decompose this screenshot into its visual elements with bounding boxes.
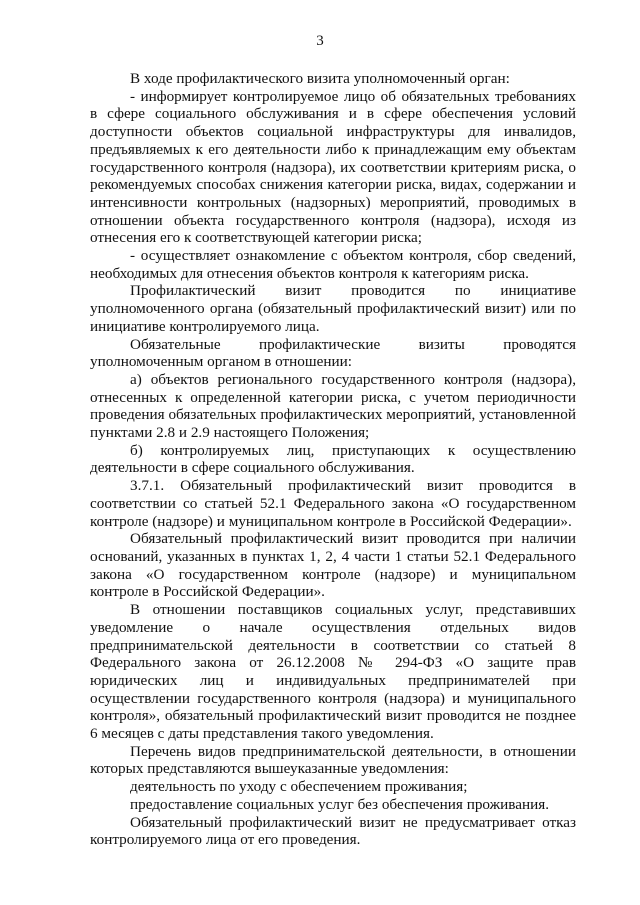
- paragraph-3-7-1: 3.7.1. Обязательный профилактический визит проводится в соответствии со статьей 52.1 Федерального закона «О государственном контроле (надзоре) и муниципальном контроле в Российской Федерации».: [90, 477, 576, 530]
- paragraph-item-b: б) контролируемых лиц, приступающих к осуществлению деятельности в сфере социального обслуживания.: [90, 441, 576, 477]
- paragraph-activity-services: предоставление социальных услуг без обеспечения проживания.: [130, 795, 550, 813]
- paragraph-informs: - информирует контролируемое лицо об обязательных требованиях в сфере социального обслуживания и в сфере обеспечения условий доступности объектов социальной инфраструктуры для инвалидов, предъявляемых к его деятельности либо к принадлежащим ему объектам государственного контроля (надзора), их соответствии критериям риска, о рекомендуемых способах снижения категории риска, видах, содержании и интенсивности контрольных (надзорных) мероприятий, проводимых в отношении объекта государственного контроля (надзора), исходя из отнесения его к соответствующей категории риска;: [90, 87, 576, 247]
- paragraph-activity-care: деятельность по уходу с обеспечением проживания;: [130, 778, 468, 796]
- paragraph-item-a: а) объектов регионального государственного контроля (надзора), отнесенных к определенной категории риска, с учетом периодичности проведения обязательных профилактических мероприятий, установленной пунктами 2.8 и 2.9 настоящего Положения;: [90, 370, 577, 442]
- page-number: 3: [316, 33, 324, 49]
- paragraph-visit-intro: В ходе профилактического визита уполномоченный орган:: [130, 70, 510, 87]
- paragraph-visit-initiative: Профилактический визит проводится по инициативе уполномоченного органа (обязательный профилактический визит) или по инициативе контролируемого лица.: [90, 282, 576, 335]
- paragraph-no-refusal: Обязательный профилактический визит не предусматривает отказ контролируемого лица от его проведения.: [90, 813, 576, 849]
- paragraph-activity-list: Перечень видов предпринимательской деятельности, в отношении которых представляются вышеуказанные уведомления:: [90, 742, 576, 778]
- paragraph-providers: В отношении поставщиков социальных услуг, представивших уведомление о начале осуществления отдельных видов предпринимательской деятельности в соответствии со статьей 8 Федерального закона от 26.12.2008 № 294-ФЗ «О защите прав юридических лиц и индивидуальных предпринимателей при осуществлении государственного контроля (надзора) и муниципального контроля», обязательный профилактический визит проводится не позднее 6 месяцев с даты представления такого уведомления.: [90, 601, 576, 743]
- document-body: [90, 70, 576, 849]
- paragraph-grounds: Обязательный профилактический визит проводится при наличии оснований, указанных в пунктах 1, 2, 4 части 1 статьи 52.1 Федерального закона «О государственном контроле (надзоре) и муниципальном контроле в Российской Федерации».: [90, 530, 576, 601]
- paragraph-mandatory-visits: Обязательные профилактические визиты проводятся уполномоченным органом в отношении:: [90, 335, 576, 371]
- paragraph-familiarization: - осуществляет ознакомление с объектом контроля, сбор сведений, необходимых для отнесения объектов контроля к категориям риска.: [90, 247, 576, 282]
